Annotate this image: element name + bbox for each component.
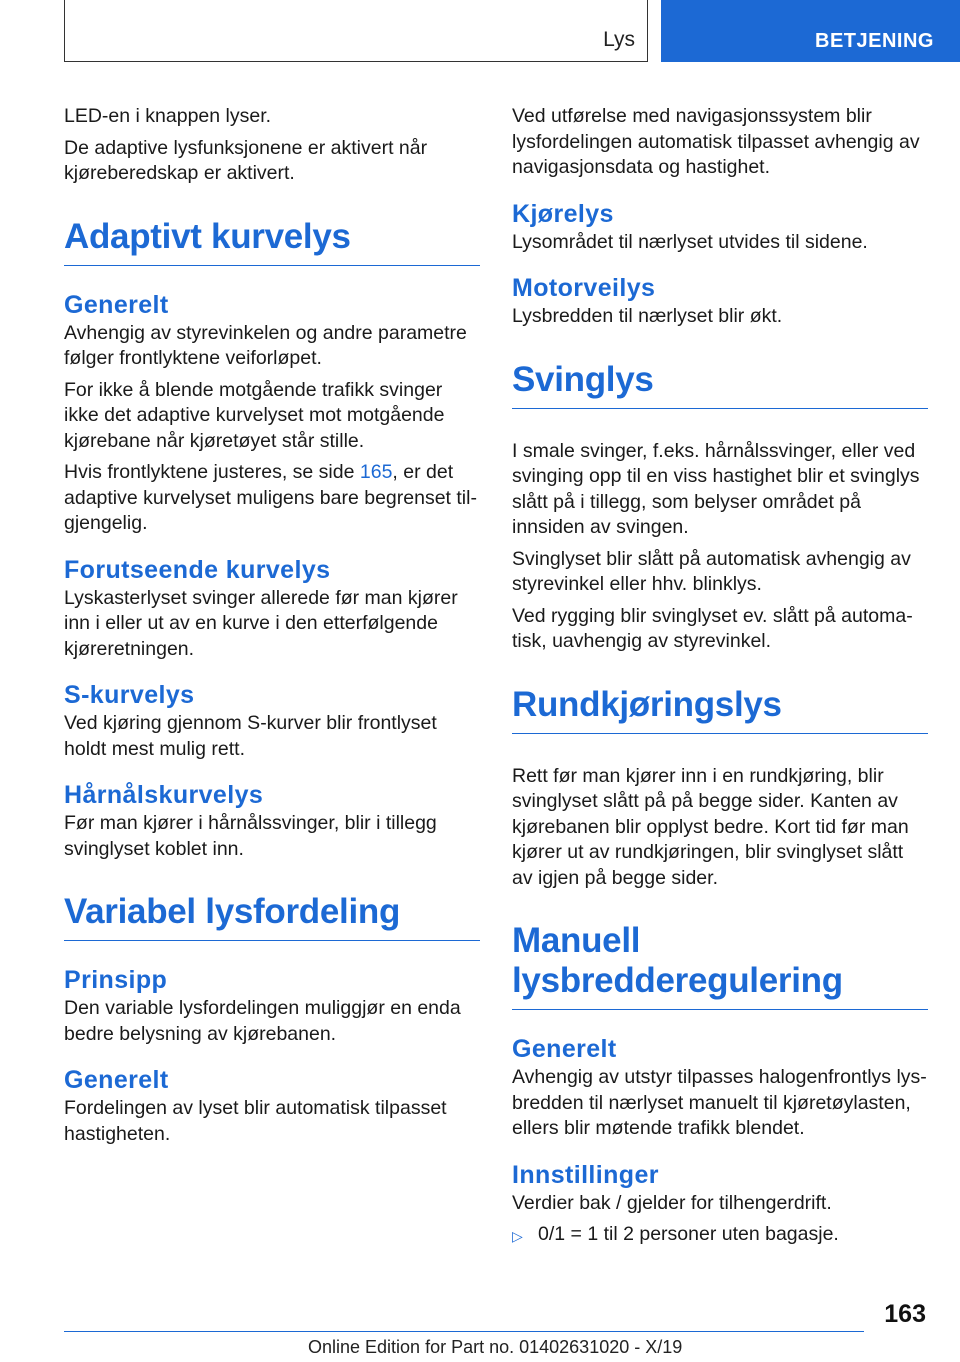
paragraph: Avhengig av utstyr tilpasses halogenfrontlys lysbredden til nærlyset manuelt til kjøretøylasten, ellers blir møtende trafikk blendet.: [512, 1066, 927, 1139]
subheading: Generelt: [64, 290, 169, 319]
subheading: Innstillinger: [512, 1160, 659, 1189]
footer-divider: [64, 1331, 864, 1332]
subheading: Motorveilys: [512, 274, 656, 302]
page-number: 163: [884, 1300, 926, 1328]
paragraph: De adaptive lysfunksjonene er aktivert når kjøreberedskap er aktivert.: [64, 136, 428, 184]
subheading: Generelt: [64, 1066, 169, 1094]
paragraph: LED-en i knappen lyser.: [64, 105, 272, 127]
paragraph: Lysbredden til nærlyset blir økt.: [512, 305, 783, 327]
page-link[interactable]: 165: [359, 461, 393, 483]
paragraph: Ved utførelse med navigasjonssystem blir lysfordelingen automatisk tilpasset avhengig av navigasjonsdata og hastighet.: [512, 105, 920, 178]
paragraph: Ved kjøring gjennom S-kurver blir frontlyset holdt mest mulig rett.: [64, 712, 437, 760]
list-item: ▷ 0/1 = 1 til 2 personer uten bagasje.: [512, 1222, 928, 1250]
paragraph: Rett før man kjører inn i en rundkjøring, blir svinglyset slått på på begge sider. Kanten av kjørebanen blir opplyst bedre. Kort tid før man kjører ut av rundkjøringen, blir svinglyset slått av igjen på begge sider.: [512, 764, 909, 889]
section-heading: Adaptivt kurvelys: [64, 217, 480, 266]
section-heading: Rundkjøringslys: [512, 685, 928, 734]
chapter-label: BETJENING: [815, 30, 934, 52]
footer-edition: Online Edition for Part no. 01402631020 - X/19: [308, 1337, 683, 1357]
paragraph: Den variable lysfordelingen muliggjør en enda bedre belysning av kjørebanen.: [64, 997, 461, 1045]
paragraph: I smale svinger, f.eks. hårnålssvinger, eller ved svinging opp til en viss hastighet blir et svinglys slått på i tillegg, som belyser området på innsiden av svingen.: [512, 439, 920, 538]
paragraph: For ikke å blende motgående trafikk svinger ikke det adaptive kurvelyset mot motgående kjørebane når kjøretøyet står stille.: [64, 378, 445, 452]
section-heading: Variabel lysfordeling: [64, 892, 480, 941]
right-column: [512, 104, 928, 1250]
subheading: Generelt: [512, 1035, 617, 1063]
subheading: S-kurvelys: [64, 681, 195, 709]
paragraph: Lysområdet til nærlyset utvides til sidene.: [512, 230, 868, 253]
paragraph: Ved rygging blir svinglyset ev. slått på automatisk, uavhengig av styrevinkel.: [512, 604, 913, 652]
subheading: Hårnålskurvelys: [64, 781, 264, 809]
paragraph: Lyskasterlyset svinger allerede før man kjører inn i eller ut av en kurve i den etterfølgende kjøreretningen.: [64, 586, 458, 660]
subheading: Kjørelys: [512, 199, 614, 228]
section-title: Lys: [603, 28, 635, 51]
section-heading-block: [64, 217, 480, 274]
paragraph: Verdier bak / gjelder for tilhengerdrift.: [512, 1191, 832, 1214]
paragraph: Avhengig av styrevinkelen og andre parametre følger frontlyktene veiforløpet.: [64, 321, 467, 369]
left-column: [64, 104, 480, 1153]
paragraph: Fordelingen av lyset blir automatisk tilpasset hastigheten.: [64, 1097, 447, 1145]
header-frame: [64, 0, 648, 62]
section-heading: Manuell lysbredderegulering: [512, 921, 928, 1010]
chapter-tab[interactable]: [661, 0, 960, 62]
paragraph: Svinglyset blir slått på automatisk avhengig av styrevinkel eller hhv. blinklys.: [512, 547, 911, 595]
subheading: Forutseende kurvelys: [64, 555, 331, 584]
paragraph: Før man kjører i hårnålssvinger, blir i tillegg svinglyset koblet inn.: [64, 812, 437, 860]
paragraph: Hvis frontlyktene justeres, se side 165, er det adaptive kurvelyset muligens bare begrenset tilgjengelig.: [64, 461, 477, 534]
subheading: Prinsipp: [64, 966, 168, 994]
triangle-bullet-icon: ▷: [512, 1228, 523, 1244]
section-heading: Svinglys: [512, 360, 928, 409]
